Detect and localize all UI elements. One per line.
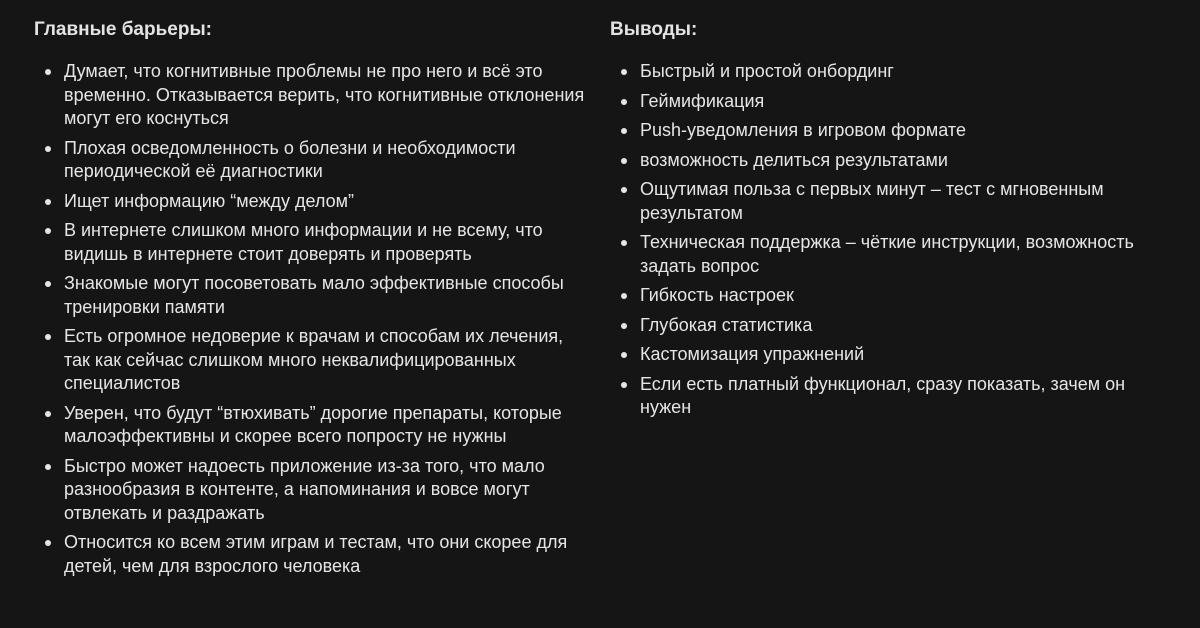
list-item (34, 272, 594, 319)
list-item-text: Быстро может надоесть приложение из-за того, что мало разнообразия в контенте, а напоминания и вовсе могут отвлекать и раздражать (64, 455, 545, 523)
list-item (34, 60, 594, 131)
bullet-icon (621, 69, 627, 75)
bullet-icon (45, 199, 51, 205)
bullet-icon (621, 293, 627, 299)
conclusions-list (610, 60, 1170, 420)
conclusions-section (610, 18, 1170, 426)
list-item (610, 231, 1170, 278)
barriers-list (34, 60, 594, 578)
list-item-text: Кастомизация упражнений (640, 344, 865, 364)
bullet-icon (621, 323, 627, 329)
bullet-icon (45, 228, 51, 234)
list-item-text: Уверен, что будут “втюхивать” дорогие препараты, которые малоэффективны и скорее всего попросту не нужны (64, 402, 562, 446)
list-item (610, 149, 1170, 173)
bullet-icon (45, 281, 51, 287)
bullet-icon (45, 411, 51, 417)
list-item-text: Гибкость настроек (640, 285, 794, 305)
bullet-icon (621, 187, 627, 193)
list-item (34, 402, 594, 449)
list-item-text: В интернете слишком много информации и не всему, что видишь в интернете стоит доверять и проверять (64, 220, 543, 264)
bullet-icon (621, 352, 627, 358)
list-item-text: Техническая поддержка – чёткие инструкции, возможность задать вопрос (640, 232, 1134, 276)
list-item (34, 219, 594, 266)
bullet-icon (621, 99, 627, 105)
list-item-text: Быстрый и простой онбординг (640, 61, 894, 81)
list-item-text: Геймификация (640, 90, 765, 111)
list-item-text: Ищет информацию “между делом” (64, 190, 355, 211)
list-item-text: Ощутимая польза с первых минут – тест с мгновенным результатом (640, 179, 1104, 223)
list-item-text: возможность делиться результатами (640, 149, 948, 170)
bullet-icon (621, 240, 627, 246)
list-item-text: Плохая осведомленность о болезни и необходимости периодической её диагностики (64, 137, 516, 181)
list-item-text: Push-уведомления в игровом формате (640, 120, 966, 140)
barriers-title: Главные барьеры: (34, 19, 213, 40)
list-item (34, 325, 594, 396)
bullet-icon (45, 69, 51, 75)
bullet-icon (45, 146, 51, 152)
list-item (610, 90, 1170, 114)
bullet-icon (45, 334, 51, 340)
bullet-icon (45, 540, 51, 546)
list-item (610, 119, 1170, 143)
list-item (610, 373, 1170, 420)
list-item (610, 343, 1170, 367)
list-item (34, 190, 594, 214)
list-item-text: Если есть платный функционал, сразу показать, зачем он нужен (640, 373, 1126, 417)
list-item (610, 314, 1170, 338)
barriers-section (34, 18, 594, 584)
bullet-icon (621, 382, 627, 388)
list-item-text: Относится ко всем этим играм и тестам, что они скорее для детей, чем для взрослого человека (64, 532, 568, 576)
list-item (34, 455, 594, 526)
list-item-text: Глубокая статистика (640, 314, 813, 335)
list-item (610, 60, 1170, 84)
list-item-text: Есть огромное недоверие к врачам и способам их лечения, так как сейчас слишком много неквалифицированных специалистов (64, 326, 564, 393)
conclusions-title: Выводы: (610, 19, 698, 40)
list-item (34, 137, 594, 184)
list-item (610, 178, 1170, 225)
bullet-icon (621, 158, 627, 164)
list-item-text: Думает, что когнитивные проблемы не про него и всё это временно. Отказывается верить, что когнитивные отклонения могут его коснуться (64, 61, 585, 128)
bullet-icon (45, 464, 51, 470)
bullet-icon (621, 128, 627, 134)
list-item-text: Знакомые могут посоветовать мало эффективные способы тренировки памяти (64, 273, 564, 317)
list-item (34, 531, 594, 578)
list-item (610, 284, 1170, 308)
